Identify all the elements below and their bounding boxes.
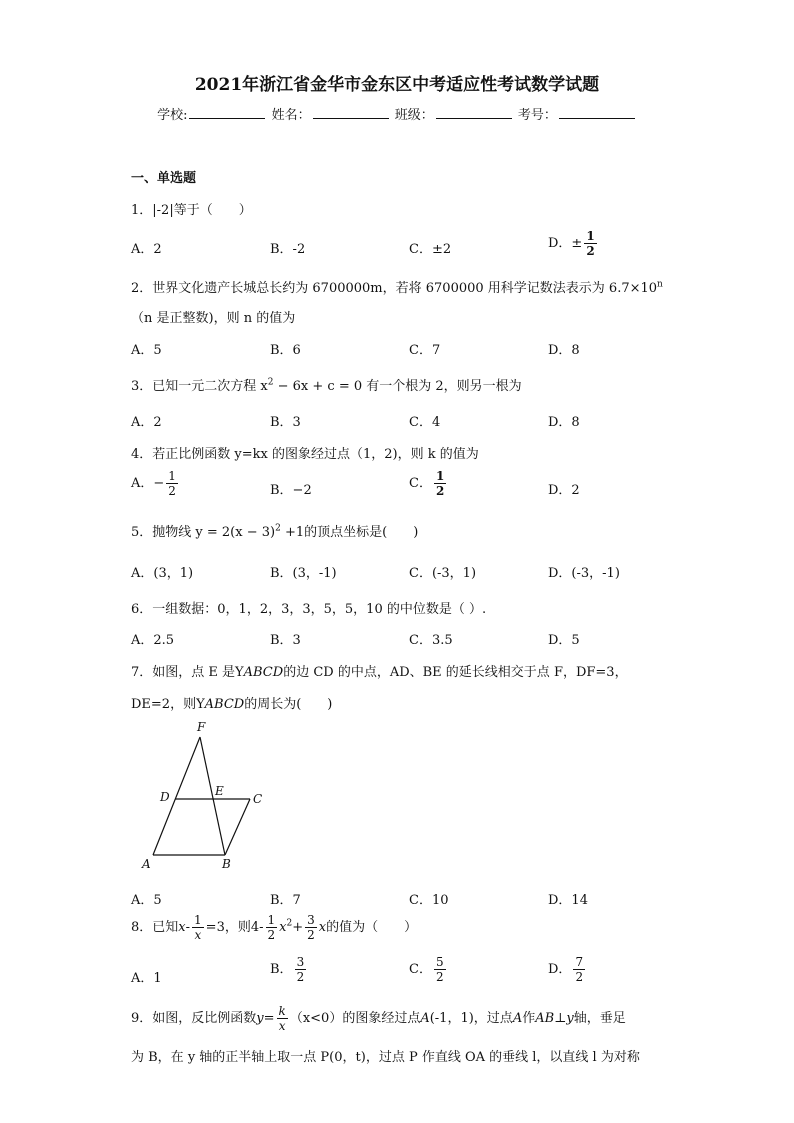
q9-fraction-k-over-x [277, 1005, 288, 1032]
q8-b-num: 3 [296, 955, 305, 969]
q8-f3-num: 3 [307, 913, 315, 927]
q4-c-prefix: C． [409, 476, 432, 491]
label-f: F [197, 720, 206, 734]
q8-d-fraction [573, 956, 585, 983]
page-title: 2021年浙江省金华市金东区中考适应性考试数学试题 [194, 75, 600, 95]
q8-d-prefix: D． [548, 962, 572, 977]
q1-option-d [548, 230, 599, 257]
label-e: E [215, 784, 224, 798]
q8-tail: 的值为（ ） [326, 920, 418, 935]
q7-geometry-figure [135, 715, 285, 875]
q2-exponent: n [657, 279, 663, 290]
label-d: D [160, 790, 170, 804]
q4-a-prefix: A．− [131, 476, 165, 491]
question-2-line-1 [131, 277, 663, 296]
q7-parallelogram-symbol: Y [235, 665, 244, 680]
q7-parallelogram-symbol-2: Y [196, 697, 205, 712]
q6-option-b: B．3 [270, 633, 301, 648]
q4-c-denominator: 2 [435, 484, 445, 498]
q9-point-a: A [420, 1011, 430, 1026]
q9-ab: AB [535, 1011, 555, 1026]
q5-exponent: 2 [275, 523, 281, 534]
q2-option-d: D．8 [548, 343, 580, 358]
exam-no-label: 考号： [517, 108, 557, 123]
q3-option-d: D．8 [548, 415, 580, 430]
student-info-row [0, 104, 794, 123]
q8-b-prefix: B． [270, 962, 293, 977]
q5-option-a: A．(3，1) [131, 566, 194, 581]
question-5-stem [131, 521, 418, 540]
question-6-stem: 6．一组数据：0，1，2，3，3，5，5，10 的中位数是（ ）. [131, 602, 487, 617]
q9-point: (-1，1)，过点 [429, 1011, 513, 1026]
q8-exponent: 2 [286, 918, 293, 929]
q2-line1-text: 2．世界文化遗产长城总长约为 6700000m，若将 6700000 用科学记数法表示为 6.7×10 [131, 281, 658, 296]
q1-d-denominator: 2 [586, 244, 595, 258]
q9-cond: （x<0）的图象经过点 [289, 1011, 421, 1026]
q5-option-b: B．(3，-1) [270, 566, 337, 581]
q8-plus: + [292, 920, 304, 935]
q7-line1-post: 的边 CD 的中点，AD、BE 的延长线相交于点 F，DF=3， [283, 665, 628, 680]
q7-line2-pre: DE=2，则 [131, 697, 197, 712]
q1-option-a: A．2 [131, 242, 162, 257]
q8-fraction-3-over-2 [305, 914, 317, 941]
q1-option-d-fraction [584, 230, 596, 257]
q8-fraction-1-over-2 [266, 914, 278, 941]
q8-f1-den: x [194, 928, 202, 942]
q9-eq: = [263, 1011, 275, 1026]
question-4-stem: 4．若正比例函数 y=kx 的图象经过点（1，2)，则 k 的值为 [131, 447, 479, 462]
q5-stem-post: +1的顶点坐标是( ) [280, 525, 419, 540]
q8-x2: x [279, 920, 287, 935]
q9-perp: ⊥ [554, 1011, 567, 1026]
section-heading: 一、单选题 [131, 171, 197, 186]
q4-a-numerator: 1 [168, 469, 176, 483]
q4-option-a [131, 470, 180, 497]
q7-option-c: C．10 [409, 893, 449, 908]
question-7-line-1 [131, 661, 628, 680]
q5-stem-pre: 5．抛物线 y = 2(x − 3) [131, 525, 276, 540]
q8-c-prefix: C． [409, 962, 432, 977]
q8-x: x [178, 920, 186, 935]
q8-fraction-1-over-x [192, 914, 204, 941]
class-label: 班级： [394, 108, 434, 123]
question-9-line-2: 为 B，在 y 轴的正半轴上取一点 P(0，t)，过点 P 作直线 OA 的垂线 l，以直线 l 为对称 [131, 1050, 640, 1065]
q7-option-a: A．5 [131, 893, 162, 908]
q8-f3-den: 2 [307, 928, 315, 942]
q4-option-d: D．2 [548, 483, 580, 498]
q8-b-fraction [295, 956, 307, 983]
q1-option-c: C．±2 [409, 242, 452, 257]
q7-line1-pre: 7．如图，点 E 是 [131, 665, 236, 680]
q8-d-den: 2 [575, 970, 584, 984]
q6-option-d: D．5 [548, 633, 580, 648]
q8-c-num: 5 [435, 955, 444, 969]
q8-option-c [409, 956, 448, 983]
q9-k: k [278, 1004, 286, 1018]
exam-no-blank[interactable] [559, 106, 635, 119]
question-3-stem [131, 375, 522, 394]
q8-d-num: 7 [575, 955, 584, 969]
question-8-stem [131, 914, 417, 941]
label-b: B [222, 857, 231, 871]
q9-y-axis: y [566, 1011, 574, 1026]
q8-stem-pre: 8．已知 [131, 920, 179, 935]
school-blank[interactable] [189, 106, 265, 119]
q5-option-c: C．(-3，1) [409, 566, 477, 581]
q4-option-b: B．−2 [270, 483, 312, 498]
label-a: A [142, 857, 151, 871]
q8-option-d [548, 956, 587, 983]
q9-x: x [278, 1019, 286, 1033]
q2-option-c: C．7 [409, 343, 441, 358]
line-cb [225, 799, 250, 855]
q9-y: y [256, 1011, 264, 1026]
q3-option-a: A．2 [131, 415, 162, 430]
q5-option-d: D．(-3，-1) [548, 566, 620, 581]
q4-c-numerator: 1 [435, 469, 445, 483]
q3-option-c: C．4 [409, 415, 441, 430]
q8-x3: x [318, 920, 327, 935]
q3-stem-post: − 6x + c = 0 有一个根为 2，则另一根为 [273, 379, 522, 394]
q2-option-b: B．6 [270, 343, 301, 358]
q8-b-den: 2 [296, 970, 305, 984]
q7-abcd-label-2: ABCD [204, 697, 245, 712]
q8-f2-den: 2 [267, 928, 276, 942]
q7-line2-post: 的周长为( ) [244, 697, 333, 712]
q6-option-a: A．2.5 [131, 633, 175, 648]
q4-option-c [409, 470, 448, 497]
q8-option-b [270, 956, 308, 983]
q4-a-fraction [166, 470, 178, 497]
class-blank[interactable] [436, 106, 512, 119]
q9-tail: 轴，垂足 [573, 1011, 626, 1026]
q1-option-d-prefix: D．± [548, 236, 583, 251]
q7-option-b: B．7 [270, 893, 301, 908]
q9-point-a-2: A [512, 1011, 523, 1026]
q4-c-fraction [434, 470, 446, 497]
q6-option-c: C．3.5 [409, 633, 453, 648]
school-label: 学校: [157, 108, 188, 123]
q8-eq3: =3，则4- [205, 920, 264, 935]
q8-c-den: 2 [435, 970, 444, 984]
q3-option-b: B．3 [270, 415, 301, 430]
label-c: C [253, 792, 263, 806]
q8-f2-num: 1 [267, 913, 276, 927]
question-1-stem: 1．|-2|等于（ ） [131, 203, 252, 218]
q4-a-denominator: 2 [168, 484, 176, 498]
name-blank[interactable] [313, 106, 389, 119]
q1-option-b: B．-2 [270, 242, 306, 257]
question-7-line-2 [131, 693, 332, 712]
q8-option-a: A．1 [131, 971, 162, 986]
q7-option-d: D．14 [548, 893, 588, 908]
q8-c-fraction [434, 956, 446, 983]
q9-pre: 9．如图，反比例函数 [131, 1011, 257, 1026]
q3-exponent: 2 [267, 377, 274, 388]
q7-abcd-label: ABCD [243, 665, 284, 680]
q2-option-a: A．5 [131, 343, 162, 358]
question-2-line-2: （n 是正整数)，则 n 的值为 [131, 311, 296, 326]
q9-do: 作 [522, 1011, 536, 1026]
q8-f1-num: 1 [194, 913, 202, 927]
name-label: 姓名： [271, 108, 311, 123]
q1-d-numerator: 1 [586, 229, 595, 243]
question-9-line-1 [131, 1005, 626, 1032]
q3-stem-pre: 3．已知一元二次方程 x [131, 379, 268, 394]
q8-minus: - [185, 920, 191, 935]
